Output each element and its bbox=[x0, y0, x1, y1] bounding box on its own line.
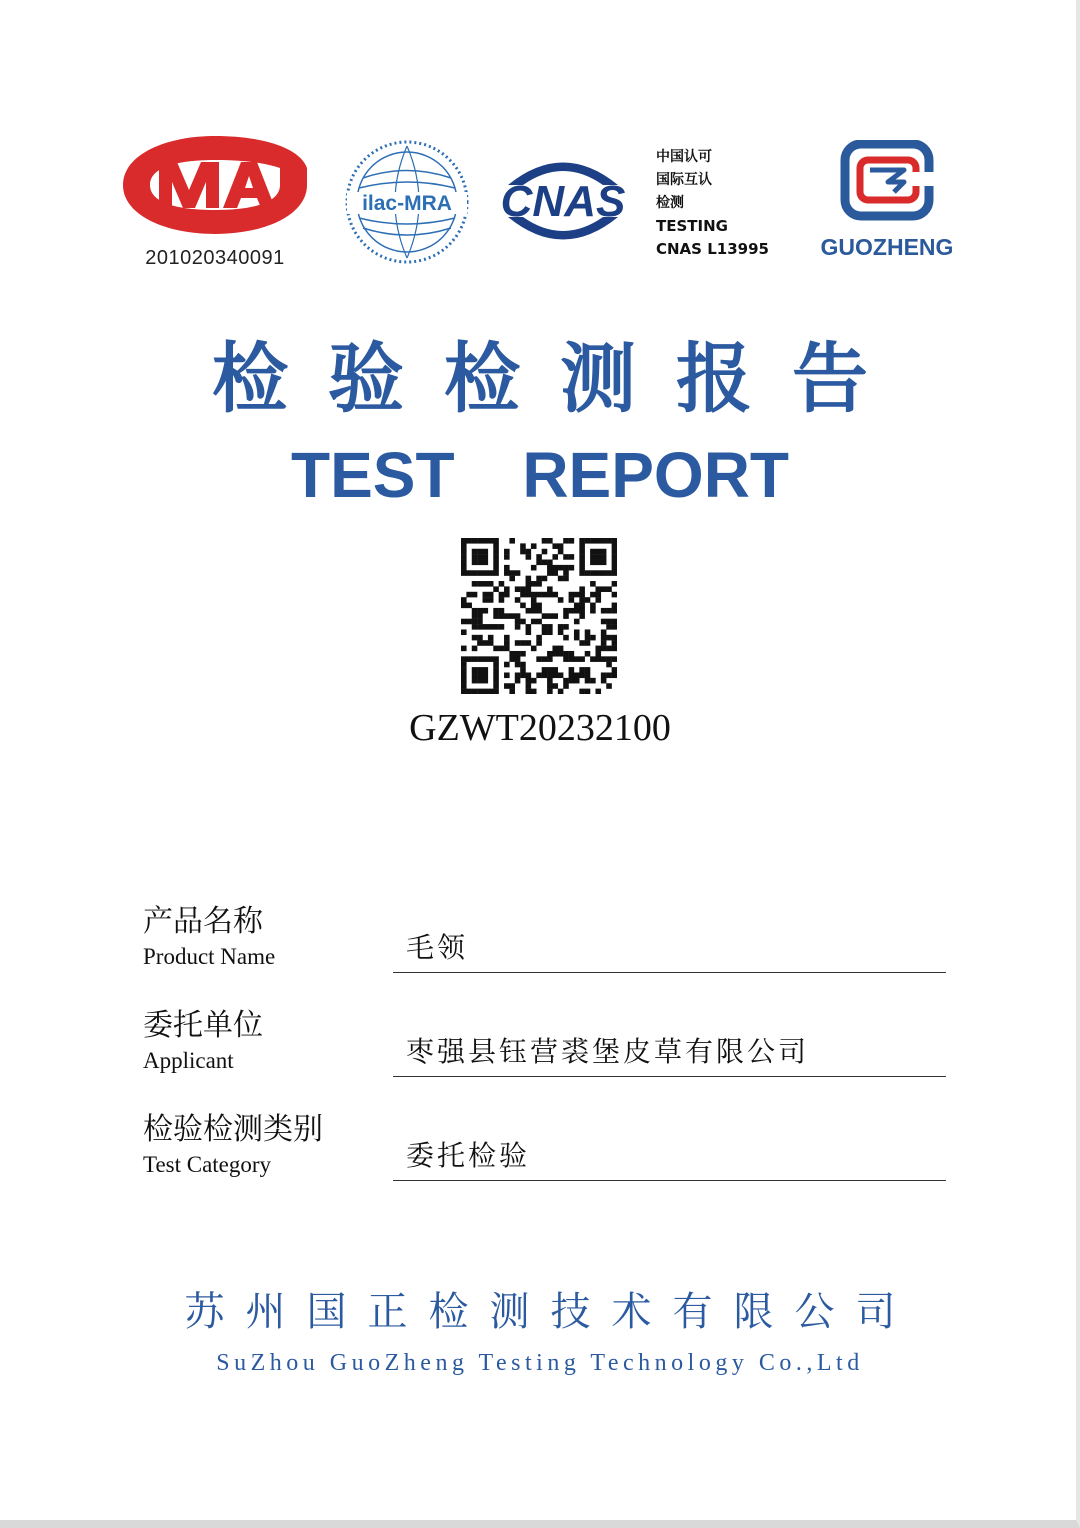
product-name-value: 毛领 bbox=[406, 931, 469, 964]
cnas-text-line: TESTING bbox=[656, 217, 728, 235]
field-product-name bbox=[143, 896, 948, 986]
cma-number: 201020340091 bbox=[145, 247, 285, 269]
field-label-en: Applicant bbox=[143, 1048, 234, 1073]
company-name-en: SuZhou GuoZheng Testing Technology Co.,Ltd bbox=[216, 1350, 864, 1376]
guozheng-mark-icon bbox=[812, 140, 962, 230]
report-number: GZWT20232100 bbox=[409, 707, 671, 749]
cnas-text-line: 国际互认 bbox=[656, 172, 712, 188]
field-underline bbox=[393, 1180, 946, 1181]
ilac-mra-lettering: ilac-MRA bbox=[362, 192, 452, 215]
qr-code[interactable] bbox=[461, 538, 617, 694]
field-label-en: Test Category bbox=[143, 1152, 272, 1177]
report-title-cn: 检验检测报告 bbox=[212, 334, 908, 423]
applicant-value: 枣强县钰营裘堡皮草有限公司 bbox=[406, 1035, 810, 1068]
report-title-en: TEST REPORT bbox=[290, 439, 790, 511]
cnas-accreditation-text bbox=[656, 146, 816, 261]
cnas-text-line: 中国认可 bbox=[656, 149, 712, 165]
field-label-cn: 委托单位 bbox=[143, 1008, 263, 1043]
test-category-value: 委托检验 bbox=[406, 1139, 531, 1172]
cnas-lettering: CNAS bbox=[500, 177, 626, 226]
ilac-mra-logo bbox=[343, 138, 471, 266]
field-underline bbox=[393, 972, 946, 973]
cnas-text-line: 检测 bbox=[656, 195, 684, 211]
company-name-cn: 苏州国正检测技术有限公司 bbox=[184, 1289, 917, 1335]
cnas-logo bbox=[488, 145, 638, 255]
field-test-category bbox=[143, 1104, 948, 1194]
field-underline bbox=[393, 1076, 946, 1077]
ilac-mra-globe-icon bbox=[343, 138, 471, 266]
field-applicant bbox=[143, 1000, 948, 1090]
cnas-mark-icon bbox=[488, 145, 638, 255]
field-label-cn: 产品名称 bbox=[143, 904, 263, 939]
cnas-accreditation-number: CNAS L13995 bbox=[656, 240, 769, 258]
guozheng-name: GUOZHENG bbox=[820, 234, 954, 260]
cma-mark-icon bbox=[115, 130, 315, 245]
guozheng-logo bbox=[812, 140, 962, 270]
cma-logo bbox=[115, 130, 315, 270]
field-label-en: Product Name bbox=[143, 944, 276, 969]
field-label-cn: 检验检测类别 bbox=[143, 1112, 323, 1147]
